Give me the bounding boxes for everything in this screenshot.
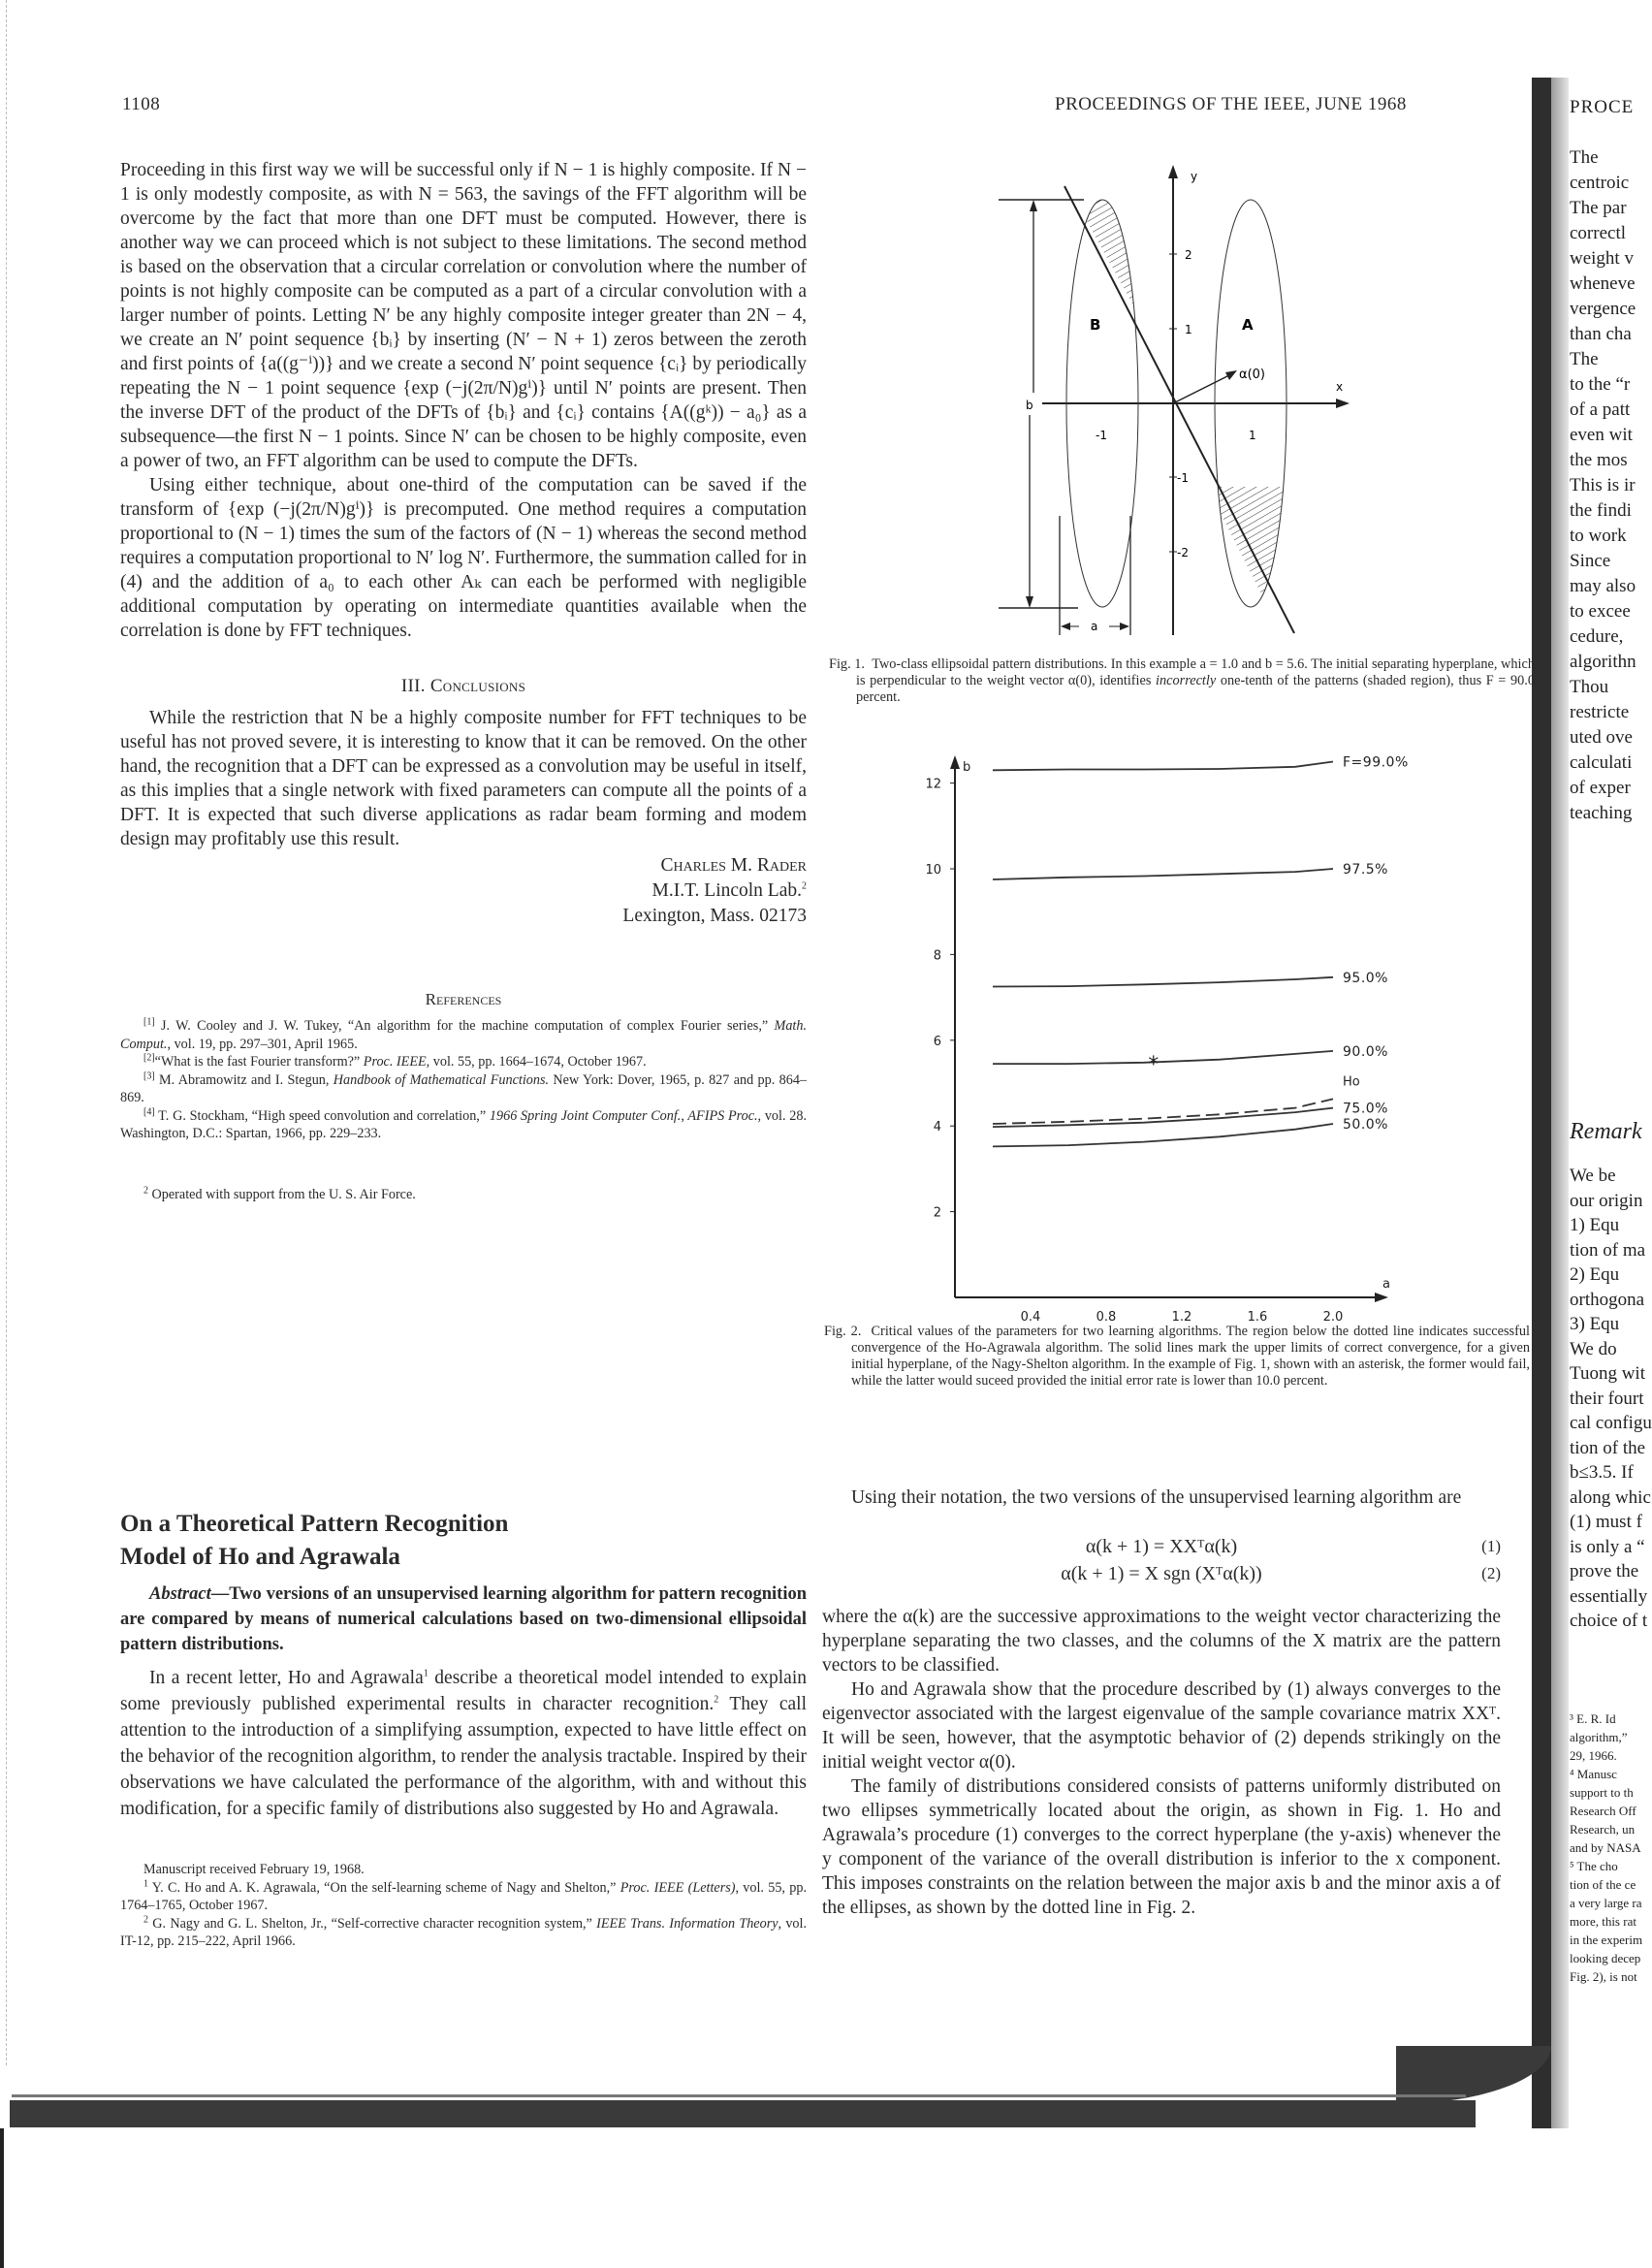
next-page-line: along whic [1570,1486,1651,1508]
svg-text:2.0: 2.0 [1322,1310,1344,1325]
weight-vector [1173,374,1231,403]
scan-edge-line [12,2094,1466,2097]
next-page-line: tion of the ce [1570,1877,1636,1892]
dimension-arrow-icon [1030,200,1037,211]
author-signature [120,853,807,929]
next-page-line: to excee [1570,601,1631,622]
next-page-line: is only a “ [1570,1536,1645,1557]
next-page-line: support to th [1570,1785,1634,1800]
svg-text:Ho: Ho [1343,1074,1360,1090]
author-affiliation: M.I.T. Lincoln Lab.$^2$ [651,880,807,901]
next-page-line: algorithm,” [1570,1730,1628,1744]
svg-text:a: a [1382,1277,1390,1292]
article-title: On a Theoretical Pattern Recognition Model of Ho and Agrawala [120,1511,509,1570]
next-page-line: (1) must f [1570,1512,1642,1532]
svg-text:2: 2 [1185,248,1192,262]
curve-f990 [993,762,1333,771]
next-page-line: than cha [1570,324,1632,344]
x-axis-arrow-icon [1336,399,1350,408]
next-page-line: Since [1570,551,1611,571]
x-axis-arrow-icon [1375,1293,1388,1302]
next-page-line: even wit [1570,425,1633,445]
next-page-line: This is ir [1570,475,1636,495]
next-page-line: looking decep [1570,1951,1641,1965]
svg-text:90.0%: 90.0% [1343,1043,1388,1060]
svg-text:-2: -2 [1177,546,1189,559]
article-footnotes [120,1861,807,1951]
svg-text:F=99.0%: F=99.0% [1343,754,1409,771]
svg-text:1.2: 1.2 [1171,1310,1192,1325]
next-page-line: centroic [1570,173,1630,193]
next-page-line: prove the [1570,1561,1639,1581]
next-page-line: the findi [1570,500,1632,521]
curve-975 [993,869,1333,879]
svg-text:50.0%: 50.0% [1343,1116,1388,1133]
book-spine-shadow [1532,78,1551,2128]
svg-text:0.8: 0.8 [1096,1310,1117,1325]
next-page-line: ³ E. R. Id [1570,1711,1616,1726]
next-page-line: ⁵ The cho [1570,1859,1618,1873]
equation-2: α(k + 1) = X sgn (Xᵀα(k)) (2) [1061,1563,1501,1584]
y-axis-arrow-icon [1168,165,1178,178]
next-page-line: b≤3.5. If [1570,1462,1634,1483]
footnote: $^2$ Operated with support from the U. S. Air Force. [143,1184,416,1202]
curve-900 [993,1051,1333,1064]
asterisk-marker-icon: * [1148,1053,1160,1078]
next-page-header: PROCE [1570,97,1635,117]
svg-text:2: 2 [933,1205,941,1221]
footnote: $^1$ Y. C. Ho and A. K. Agrawala, “On the self-learning scheme of Nagy and Shelton,” Proc. IEEE (Letters), vol. 55, pp. 1764–1765, October 1967. [120,1877,807,1913]
next-page-line: to the “r [1570,374,1631,395]
left-column [120,158,807,1203]
next-page-line: wheneve [1570,273,1636,294]
next-page-line: essentially [1570,1585,1648,1607]
next-page-line: Thou [1570,677,1609,697]
svg-text:10: 10 [925,863,941,878]
section-heading: III. Conclusions [400,676,526,696]
equation-1: α(k + 1) = XXᵀα(k) (1) [1085,1536,1501,1557]
paragraph: where the α(k) are the successive approximations to the weight vector characterizing the hyperplane separating the two classes, and the columns of the X matrix are the pattern vectors to be classified. [822,1607,1501,1676]
next-page-line: The par [1570,198,1627,218]
next-page-line: to work [1570,526,1627,546]
next-page-line: may also [1570,576,1636,596]
scan-edge-bar [0,2128,4,2268]
next-page-line: restricte [1570,702,1630,722]
next-page-line: We do [1570,1338,1617,1359]
svg-text:1: 1 [1249,429,1256,442]
author-location: Lexington, Mass. 02173 [622,906,807,926]
next-page-line: and by NASA [1570,1840,1641,1855]
next-page-line: correctl [1570,223,1627,243]
next-page-line: tion of ma [1570,1239,1646,1261]
reference-item: [2]“What is the fast Fourier transform?” Proc. IEEE, vol. 55, pp. 1664–1674, October 1967. [143,1052,647,1070]
svg-text:-1: -1 [1177,471,1189,485]
reference-item: [3] M. Abramowitz and I. Stegun, Handbook of Mathematical Functions. New York: Dover, 1965, p. 827 and pp. 864–869. [120,1070,808,1105]
next-page-line: weight v [1570,248,1634,269]
article-body: In a recent letter, Ho and Agrawala$^1$ describe a theoretical model intended to explain some previously published experimental results in character recognition.$^2$ They call attention to the introduction of a simplifying assumption, expected to have little effect on the behavior of the recognition algorithm, to render the analysis tractable. Inspired by their observations we have calculated the performance of the algorithm, with and without this modification, for a specific family of distributions also suggested by Ho and Agrawala. [120,1668,807,1819]
next-page-line: in the experim [1570,1933,1643,1947]
dimension-arrow-icon [1120,623,1129,630]
next-page-line: choice of t [1570,1611,1648,1631]
paragraph: Ho and Agrawala show that the procedure described by (1) always converges to the eigenvector associated with the largest eigenvalue of the sample covariance matrix XXᵀ. It will be seen, however, that the asymptotic behavior of (2) depends strikingly on the initial weight vector α(0). [822,1679,1501,1773]
next-page-line: of a patt [1570,399,1631,420]
reference-item: [1] J. W. Cooley and J. W. Tukey, “An algorithm for the machine computation of complex Fourier series,” Math. Comput., vol. 19, pp. 297–301, April 1965. [120,1016,807,1052]
next-page-line: The [1570,147,1599,168]
curve-ho [993,1099,1333,1124]
reference-item: [4] T. G. Stockham, “High speed convolution and correlation,” 1966 Spring Joint Computer Conf., AFIPS Proc., vol. 28. Washington, D.C.: Spartan, 1966, pp. 229–233. [120,1105,807,1141]
paragraph: The family of distributions considered consists of patterns uniformly distributed on two ellipses symmetrically located about the origin, as shown in Fig. 1. Ho and Agrawala’s procedure (1) converges to the correct hyperplane (the y-axis) whenever the y component of the variance of the overall distribution is inferior to the x component. This imposes constraints on the relation between the major axis b and the minor axis a of the ellipses, as shown by the dotted line in Fig. 2. [822,1776,1501,1918]
next-page-line: 2) Equ [1570,1264,1620,1285]
dimension-arrow-icon [1061,623,1070,630]
references-heading: References [425,990,502,1008]
next-page-bleed [1568,78,1652,2114]
page-number: 1108 [122,94,161,114]
author-name: Charles M. Rader [660,855,807,876]
next-page-line: 29, 1966. [1570,1748,1617,1763]
next-page-line: Tuong wit [1570,1363,1645,1384]
svg-text:8: 8 [933,948,941,964]
conclusions-text: While the restriction that N be a highly composite number for FFT techniques to be useful has not proved severe, it is interesting to know that it can be removed. On the other hand, the recognition that a DFT can be expressed as a convolution may be useful in itself, as this implies that a single network with fixed parameters can compute all the points of a DFT. It is expected that such diverse applications as radar beam forming and modem design may profitably use this result. [120,708,807,849]
figure-2-chart [892,751,1435,1325]
svg-text:α(0): α(0) [1239,367,1265,382]
svg-text:4: 4 [933,1120,941,1135]
journal-header: PROCEEDINGS OF THE IEEE, JUNE 1968 [1055,94,1407,114]
next-page-line: We be [1570,1166,1616,1186]
paragraph: Using their notation, the two versions of the unsupervised learning algorithm are [851,1487,1462,1508]
scan-edge-bottom [10,2100,1476,2127]
next-page-line: The [1570,349,1599,369]
svg-text:A: A [1242,316,1254,334]
scan-edge-left [6,0,8,2065]
y-axis-arrow-icon [950,755,960,769]
svg-text:B: B [1090,316,1101,334]
references-list [120,1017,807,1143]
svg-text:97.5%: 97.5% [1343,862,1388,878]
next-page-line: cedure, [1570,626,1624,647]
svg-text:a: a [1091,620,1098,633]
svg-text:y: y [1191,170,1198,183]
separating-hyperplane [1064,186,1294,633]
article-2 [120,1508,807,1951]
next-page-line: ⁴ Manusc [1570,1767,1617,1781]
figure-1-diagram [969,155,1377,640]
equations [822,1533,1501,1587]
dimension-arrow-icon [1026,596,1033,608]
abstract: Abstract—Two versions of an unsupervised learning algorithm for pattern recognition are compared by means of numerical calculations based on two-dimensional ellipsoidal pattern distributions. [120,1584,807,1654]
next-page-line: orthogona [1570,1289,1645,1310]
figure-1-caption: Fig. 1. Two-class ellipsoidal pattern distributions. In this example a = 1.0 and b = 5.6. The initial separating hyperplane, which is perpendicular to the weight vector α(0), identifies incorrectly one-tenth of the patterns (shaded region), thus F = 90.0 percent. [829,656,1535,705]
next-page-line: Fig. 2), is not [1570,1969,1637,1984]
next-page-remark-heading: Remark [1570,1119,1642,1144]
footnote: $^2$ G. Nagy and G. L. Shelton, Jr., “Self-corrective character recognition system,” IEEE Trans. Information Theory, vol. IT-12, pp. 215–222, April 1966. [120,1913,808,1949]
paragraph: Proceeding in this first way we will be successful only if N − 1 is highly composite. If N − 1 is only modestly composite, as with N = 563, the savings of the FFT algorithm will be overcome by the fact that more than one DFT must be computed. However, there is another way we can proceed which is not subject to these limitations. The second method is based on the observation that a circular correlation or convolution where the number of points is not highly composite can be computed as a part of a circular convolution with a larger number of points. Letting N′ be any highly composite integer greater than 2N − 4, we create an N′ point sequence {bᵢ} by inserting (N′ − N + 1) zeros between the zeroth and first points of {a((g⁻ⁱ))} and we create a second N′ point sequence {cᵢ} by periodically repeating the N − 1 point sequence {exp (−j(2π/N)gⁱ)} until N′ points are present. Then the inverse DFT of the product of the DFTs of {bᵢ} and {cᵢ} contains {A((gᵏ)) − a₀} as a subsequence—the first N − 1 points. Since N′ can be chosen to be highly composite, even a power of two, an FFT algorithm can be used to compute the DFTs. [120,160,807,471]
next-page-line: of exper [1570,778,1631,798]
curve-950 [993,977,1333,987]
shaded-misclassified-b [1064,184,1139,316]
paragraph: Using either technique, about one-third of the computation can be saved if the transform of {exp (−j(2π/N)gⁱ)} is precomputed. One method requires a computation proportional to (N − 1) times the sum of the factors of (N − 1) whereas the second method requires a computation proportional to N′ log N′. Furthermore, the summation called for in (4) and the addition of a₀ to each other Aₖ can each be performed with negligible additional computation by operating on intermediate quantities available when the correlation is done by FFT techniques. [120,475,807,641]
svg-text:12: 12 [925,777,941,792]
next-page-line: teaching [1570,803,1633,823]
svg-text:x: x [1336,380,1344,394]
next-page-line: cal configu [1570,1413,1652,1433]
next-page-line: the mos [1570,450,1628,470]
spine-fade [1551,78,1569,2128]
curve-500 [993,1124,1333,1146]
next-page-line: Research, un [1570,1822,1636,1837]
curve-750 [993,1108,1333,1128]
svg-text:6: 6 [933,1034,941,1049]
next-page-line: 3) Equ [1570,1314,1620,1334]
next-page-line: tion of the [1570,1437,1646,1458]
svg-text:1.6: 1.6 [1247,1310,1268,1325]
next-page-line: our origin [1570,1190,1643,1211]
right-column [822,1485,1501,1920]
svg-text:b: b [1026,399,1033,412]
next-page-line: algorithn [1570,652,1636,672]
next-page-line: uted ove [1570,727,1633,748]
next-page-line: vergence [1570,299,1636,319]
svg-text:95.0%: 95.0% [1343,970,1388,986]
next-page-line: calculati [1570,752,1633,773]
next-page-line: 1) Equ [1570,1215,1620,1235]
svg-text:0.4: 0.4 [1020,1310,1041,1325]
svg-text:75.0%: 75.0% [1343,1101,1388,1117]
svg-text:-1: -1 [1096,429,1107,442]
figure-2-caption: Fig. 2. Critical values of the parameters for two learning algorithms. The region below the dotted line indicates successful convergence of the Ho-Agrawala algorithm. The solid lines mark the upper limits of correct convergence, for a given initial hyperplane, of the Nagy-Shelton algorithm. In the example of Fig. 1, shown with an asterisk, the former would fail, while the latter would suceed provided the initial error rate is lower than 10.0 percent. [824,1324,1530,1389]
manuscript-note: Manuscript received February 19, 1968. [143,1862,365,1877]
next-page-line: more, this rat [1570,1914,1636,1929]
svg-text:1: 1 [1185,323,1192,336]
weight-vector-arrow-icon [1225,370,1237,380]
next-page-line: Research Off [1570,1804,1636,1818]
next-page-line: their fourt [1570,1388,1644,1409]
next-page-line: a very large ra [1570,1896,1642,1910]
svg-text:b: b [963,760,971,775]
